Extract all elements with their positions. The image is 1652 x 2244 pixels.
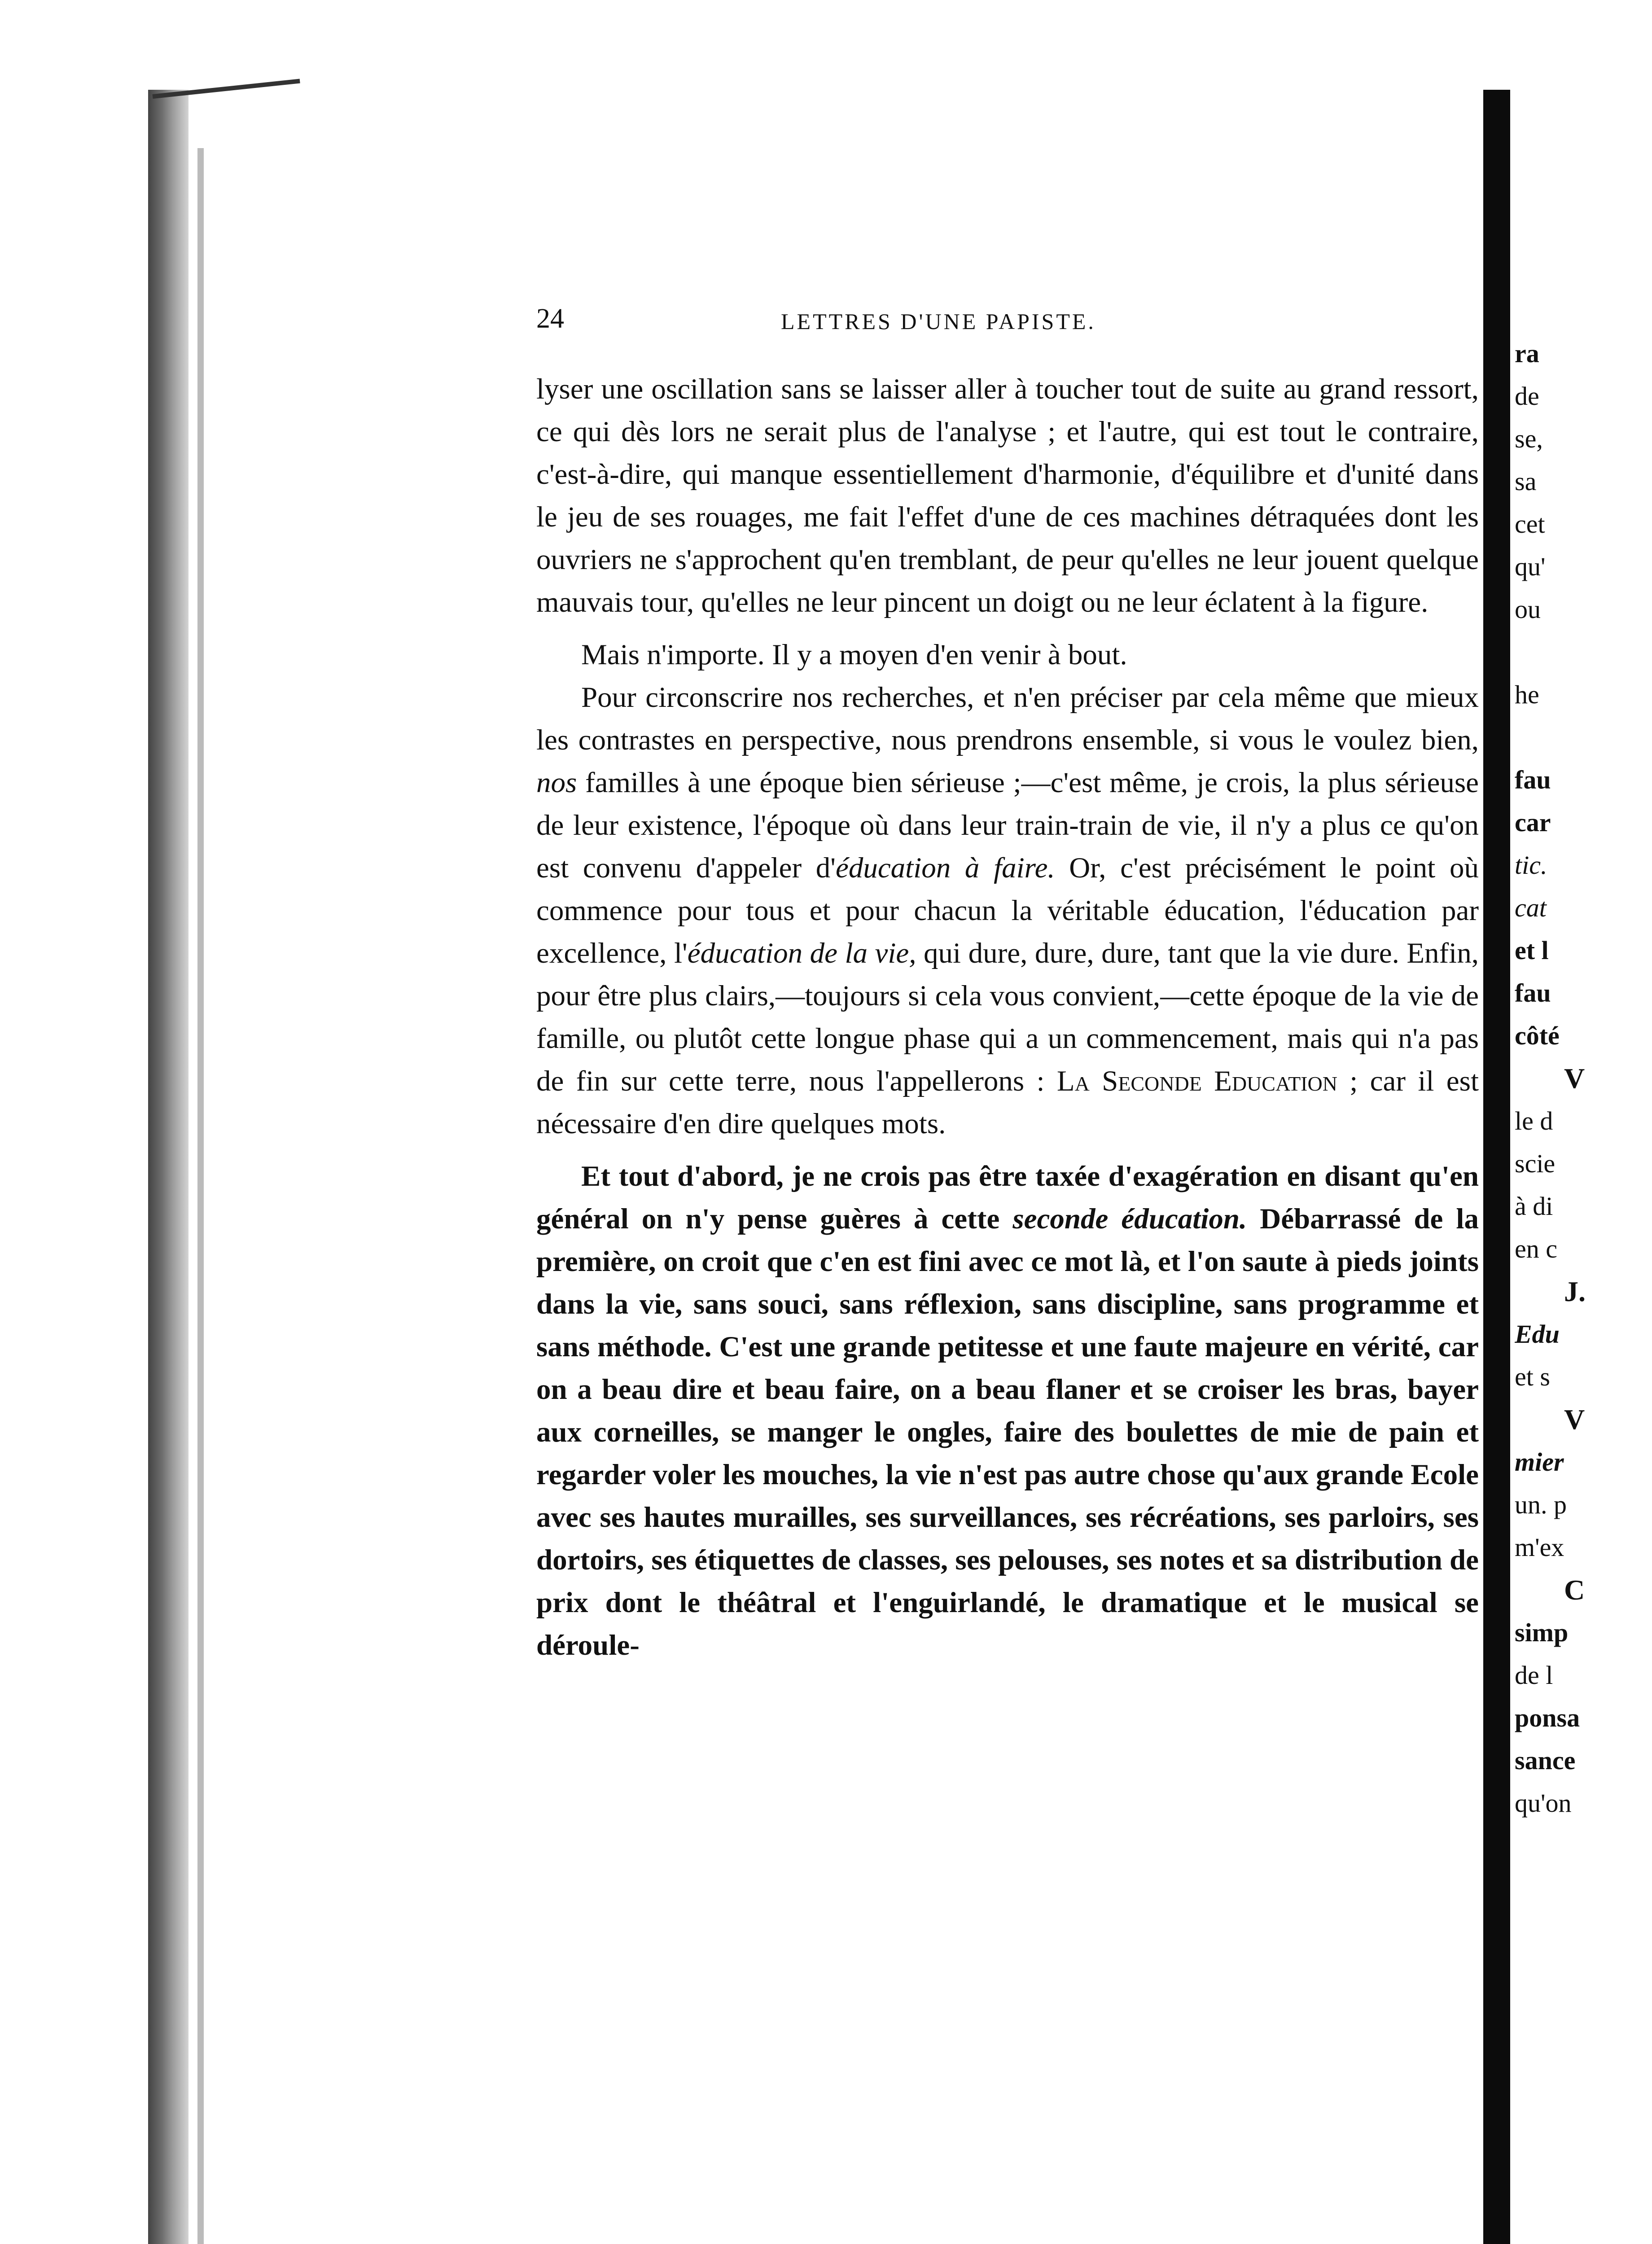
- facing-line: V: [1564, 1062, 1585, 1094]
- facing-line: sance: [1515, 1746, 1576, 1775]
- running-title: LETTRES D'UNE PAPISTE.: [781, 309, 1096, 334]
- page-header: [536, 303, 1479, 343]
- facing-line: mier: [1515, 1447, 1564, 1477]
- paragraph-3: [536, 676, 1479, 1145]
- binding-shadow: [148, 90, 188, 2244]
- paragraph-3-text: Or, c'est précisément le point où commence pour tous et pour chacun la véritable éducation, l'éducation par excellence, l': [536, 852, 1479, 969]
- facing-line: à di: [1515, 1192, 1553, 1221]
- paragraph-4-text: Et tout d'abord, je ne crois pas être taxée d'exagération en disant qu'en général on n'y pense guères à cette: [536, 1160, 1479, 1235]
- facing-line: le d: [1515, 1106, 1553, 1135]
- facing-line: m'ex: [1515, 1533, 1564, 1562]
- paragraph-2-text: Mais n'importe. Il y a moyen d'en venir à bout.: [581, 639, 1127, 671]
- paragraph-3-text: ; car il est nécessaire d'en dire quelques mots.: [536, 1065, 1479, 1140]
- facing-line: qu'on: [1515, 1788, 1572, 1818]
- facing-line: fau: [1515, 765, 1551, 794]
- facing-line: V: [1564, 1403, 1585, 1435]
- facing-page-fragment: [1515, 332, 1652, 1824]
- facing-line: simp: [1515, 1618, 1569, 1647]
- facing-line: de: [1515, 381, 1539, 411]
- paragraph-3-text: qui dure, dure, dure, tant que la vie dure. Enfin, pour être plus clairs,—toujours si cela vous convient,—cette époque de la vie de famille, ou plutôt cette longue phase qui a un commencement, mais qui n'a pas de fin sur cette terre, nous l'appellerons :: [536, 937, 1479, 1097]
- facing-line: sa: [1515, 467, 1537, 496]
- facing-line: cet: [1515, 509, 1545, 539]
- facing-line: Edu: [1515, 1319, 1560, 1349]
- facing-line: tic.: [1515, 850, 1547, 880]
- facing-line: [1515, 631, 1652, 673]
- paragraph-4: [536, 1155, 1479, 1667]
- emphasis-education-de-la-vie: éducation de la vie,: [687, 937, 916, 969]
- paragraph-1-text: lyser une oscillation sans se laisser aller à toucher tout de suite au grand ressort, ce qui dès lors ne serait plus de l'analyse ; et l'autre, qui est tout le contraire, c'est-à-dire, qui manque essentiellement d'harmonie, d'équilibre et d'unité dans le jeu de ses rouages, me fait l'effet d'une de ces machines détraquées dont les ouvriers ne s'approchent qu'en tremblant, de peur qu'elles ne leur jouent quelque mauvais tour, qu'elles ne leur pincent un doigt ou ne leur éclatent à la figure.: [536, 373, 1479, 618]
- paragraph-4-text: Débarrassé de la première, on croit que c'en est fini avec ce mot là, et l'on saute à pieds joints dans la vie, sans souci, sans réflexion, sans discipline, sans programme et sans méthode. C'est une grande petitesse et une faute majeure en vérité, car on a beau dire et beau faire, on a beau flaner et se croiser les bras, bayer aux corneilles, se manger le ongles, faire des boulettes de mie de pain et regarder voler les mouches, la vie n'est pas autre chose qu'aux grande Ecole avec ses hautes murailles, ses surveillances, ses récréations, ses parloirs, ses dortoirs, ses étiquettes de classes, ses pelouses, ses notes et sa distribution de prix dont le théâtral et l'enguirlandé, le dramatique et le musical se déroule-: [536, 1203, 1479, 1661]
- small-caps-seconde-education: La Seconde Education: [1056, 1065, 1337, 1097]
- emphasis-nos: nos: [536, 767, 577, 799]
- facing-line: C: [1564, 1574, 1585, 1606]
- facing-line: J.: [1564, 1275, 1586, 1307]
- facing-line: [1515, 716, 1652, 758]
- paragraph-1: [536, 368, 1479, 624]
- paragraph-3-text: Pour circonscrire nos recherches, et n'en préciser par cela même que mieux les contrastes en perspective, nous prendrons ensemble, si vous le voulez bien,: [536, 681, 1479, 756]
- facing-line: scie: [1515, 1149, 1556, 1178]
- facing-line: se,: [1515, 424, 1543, 453]
- paragraph-3-text: familles à une époque bien sérieuse ;—c'est même, je crois, la plus sérieuse de leur existence, l'époque où dans leur train-train de vie, il n'y a plus ce qu'on est convenu d'appeler d': [536, 767, 1479, 884]
- facing-line: ou: [1515, 595, 1541, 624]
- facing-line: un. p: [1515, 1490, 1567, 1519]
- page-number: 24: [536, 303, 564, 334]
- facing-line: de l: [1515, 1661, 1553, 1690]
- facing-line: car: [1515, 808, 1551, 837]
- facing-line: ra: [1515, 339, 1539, 368]
- facing-line: et s: [1515, 1362, 1550, 1391]
- emphasis-seconde-education: seconde éducation.: [1012, 1203, 1247, 1235]
- facing-line: et l: [1515, 936, 1549, 965]
- page-body: [536, 368, 1479, 1667]
- facing-line: qu': [1515, 552, 1546, 581]
- facing-line: cat: [1515, 893, 1547, 922]
- emphasis-education-a-faire: éducation à faire.: [835, 852, 1055, 884]
- facing-line: he: [1515, 680, 1539, 709]
- facing-line: ponsa: [1515, 1703, 1580, 1732]
- binding-edge-line: [197, 148, 204, 2244]
- paragraph-2: [536, 634, 1479, 676]
- facing-line: en c: [1515, 1234, 1557, 1263]
- page-gutter-bar: [1483, 90, 1510, 2244]
- binding-corner-mark: [152, 79, 300, 99]
- facing-line: côté: [1515, 1021, 1560, 1050]
- facing-line: fau: [1515, 978, 1551, 1008]
